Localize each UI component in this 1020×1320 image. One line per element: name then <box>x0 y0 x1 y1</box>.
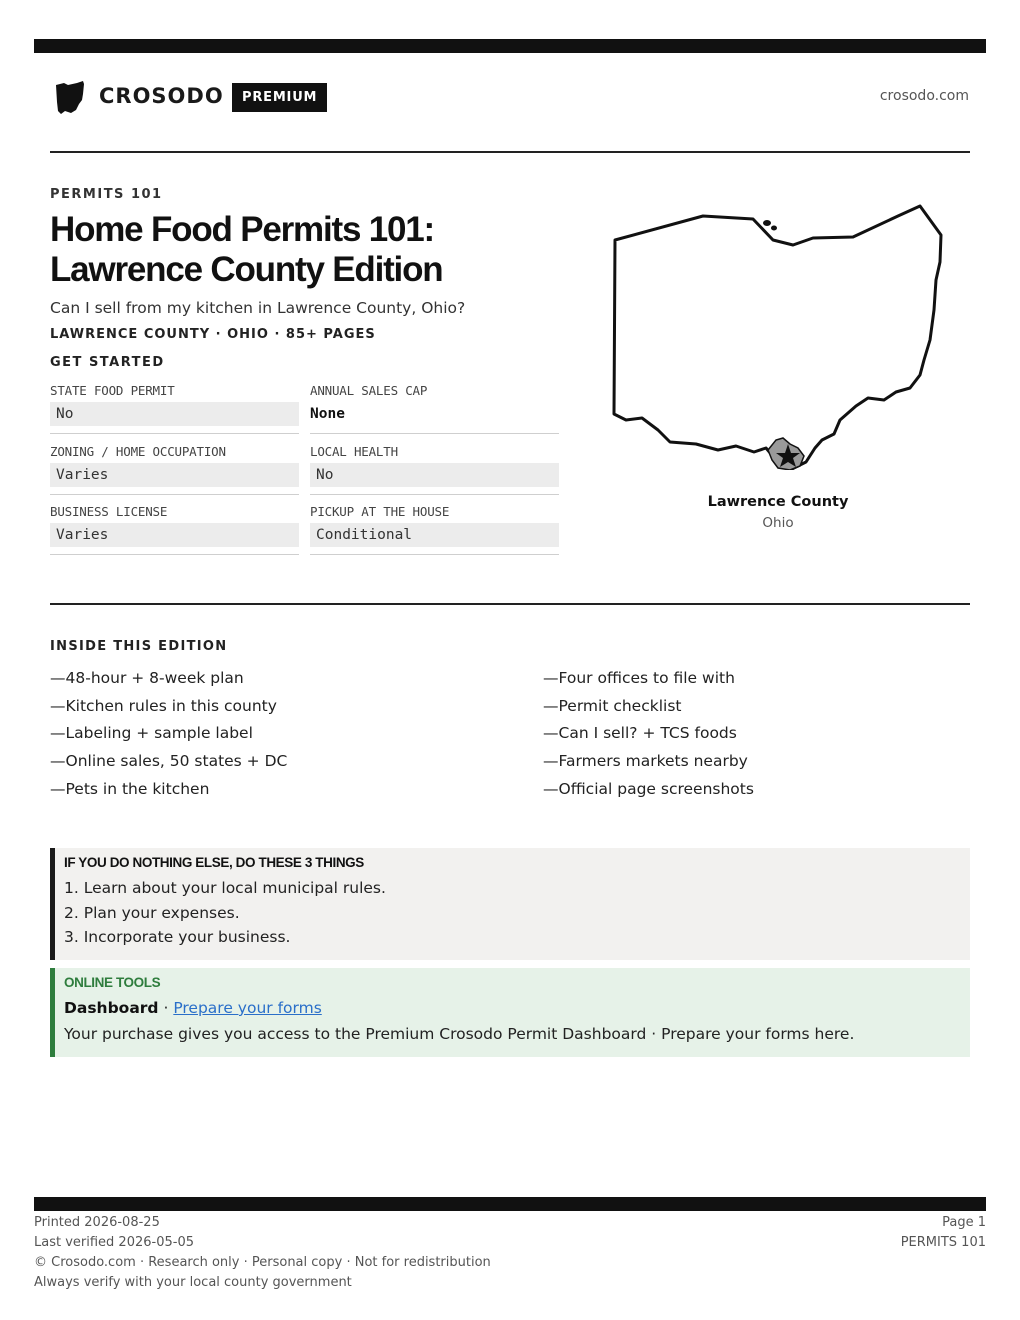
page-meta: LAWRENCE COUNTY · OHIO · 85+ PAGES <box>50 327 376 342</box>
copyright-note: © Crosodo.com · Research only · Personal copy · Not for redistribution <box>34 1255 491 1270</box>
list-item: —Farmers markets nearby <box>543 752 748 771</box>
fact-state-food-permit <box>50 382 299 434</box>
inside-list-right <box>543 667 963 805</box>
fact-local-health <box>310 443 559 495</box>
list-item: —Pets in the kitchen <box>50 779 210 798</box>
footer-left <box>34 1213 491 1293</box>
lake-island-icon <box>771 226 777 231</box>
list-item: —Online sales, 50 states + DC <box>50 752 288 771</box>
verified-date: Last verified 2026-05-05 <box>34 1235 194 1250</box>
list-item: —48-hour + 8-week plan <box>50 669 244 687</box>
fact-pickup-at-house <box>310 503 559 555</box>
brand-name: CROSODO <box>99 84 224 108</box>
lake-island-icon <box>763 220 771 226</box>
fact-business-license <box>50 503 299 555</box>
verify-note: Always verify with your local county government <box>34 1275 352 1290</box>
online-tools-callout <box>50 968 970 1057</box>
section-divider <box>50 603 970 605</box>
title-line-1: Home Food Permits 101: <box>50 210 434 249</box>
todo-item: 2. Plan your expenses. <box>64 903 240 922</box>
inside-list-left <box>50 667 470 805</box>
fact-value: None <box>310 406 345 422</box>
todo-item: 3. Incorporate your business. <box>64 928 291 946</box>
list-item: —Labeling + sample label <box>50 724 253 743</box>
fact-label: LOCAL HEALTH <box>310 444 398 459</box>
premium-badge: PREMIUM <box>232 83 327 112</box>
list-item: —Official page screenshots <box>543 779 754 798</box>
list-item: —Permit checklist <box>543 696 682 715</box>
todo-callout <box>50 848 970 960</box>
fact-zoning <box>50 443 299 495</box>
fact-value: Varies <box>50 463 299 487</box>
online-tools-title: ONLINE TOOLS <box>64 975 161 990</box>
site-url[interactable]: crosodo.com <box>879 88 969 104</box>
fact-annual-sales-cap <box>310 382 559 434</box>
title-line-2: Lawrence County Edition <box>50 250 443 289</box>
dashboard-label: Dashboard <box>64 999 159 1017</box>
footer-right <box>901 1213 986 1253</box>
fact-value: Conditional <box>310 523 559 547</box>
prepare-forms-link[interactable]: Prepare your forms <box>173 999 322 1017</box>
printed-date: Printed 2026-08-25 <box>34 1215 160 1230</box>
page-title <box>50 210 590 290</box>
section-eyebrow: PERMITS 101 <box>50 187 163 202</box>
get-started-heading: GET STARTED <box>50 355 165 370</box>
bottom-bar <box>34 1197 986 1211</box>
page-number: Page 1 <box>942 1215 986 1230</box>
map-county-label: Lawrence County <box>707 494 849 510</box>
header-divider <box>50 151 970 153</box>
page-subtitle: Can I sell from my kitchen in Lawrence County, Ohio? <box>50 299 466 317</box>
todo-title: IF YOU DO NOTHING ELSE, DO THESE 3 THINGS <box>64 855 364 870</box>
fact-label: PICKUP AT THE HOUSE <box>310 504 450 519</box>
fact-label: ZONING / HOME OCCUPATION <box>50 444 226 459</box>
todo-item: 1. Learn about your local municipal rules. <box>64 879 386 897</box>
tools-description: Your purchase gives you access to the Premium Crosodo Permit Dashboard · Prepare your forms here. <box>64 1025 855 1043</box>
top-bar <box>34 39 986 53</box>
fact-label: ANNUAL SALES CAP <box>310 383 428 398</box>
fact-value: No <box>50 402 299 426</box>
inside-edition-heading: INSIDE THIS EDITION <box>50 639 228 654</box>
separator: · <box>158 999 174 1017</box>
map-state-label: Ohio <box>762 515 794 531</box>
ohio-outline <box>614 206 941 470</box>
list-item: —Can I sell? + TCS foods <box>543 724 737 743</box>
list-item: —Four offices to file with <box>543 669 735 687</box>
ohio-map <box>608 200 948 470</box>
fact-label: STATE FOOD PERMIT <box>50 383 175 398</box>
footer-section: PERMITS 101 <box>900 1235 986 1250</box>
fact-value: Varies <box>50 523 299 547</box>
list-item: —Kitchen rules in this county <box>50 696 277 715</box>
dashboard-line <box>64 997 970 1023</box>
fact-value: No <box>310 463 559 487</box>
fact-label: BUSINESS LICENSE <box>50 504 168 519</box>
header <box>55 80 969 114</box>
ohio-state-shape-icon <box>55 80 85 114</box>
